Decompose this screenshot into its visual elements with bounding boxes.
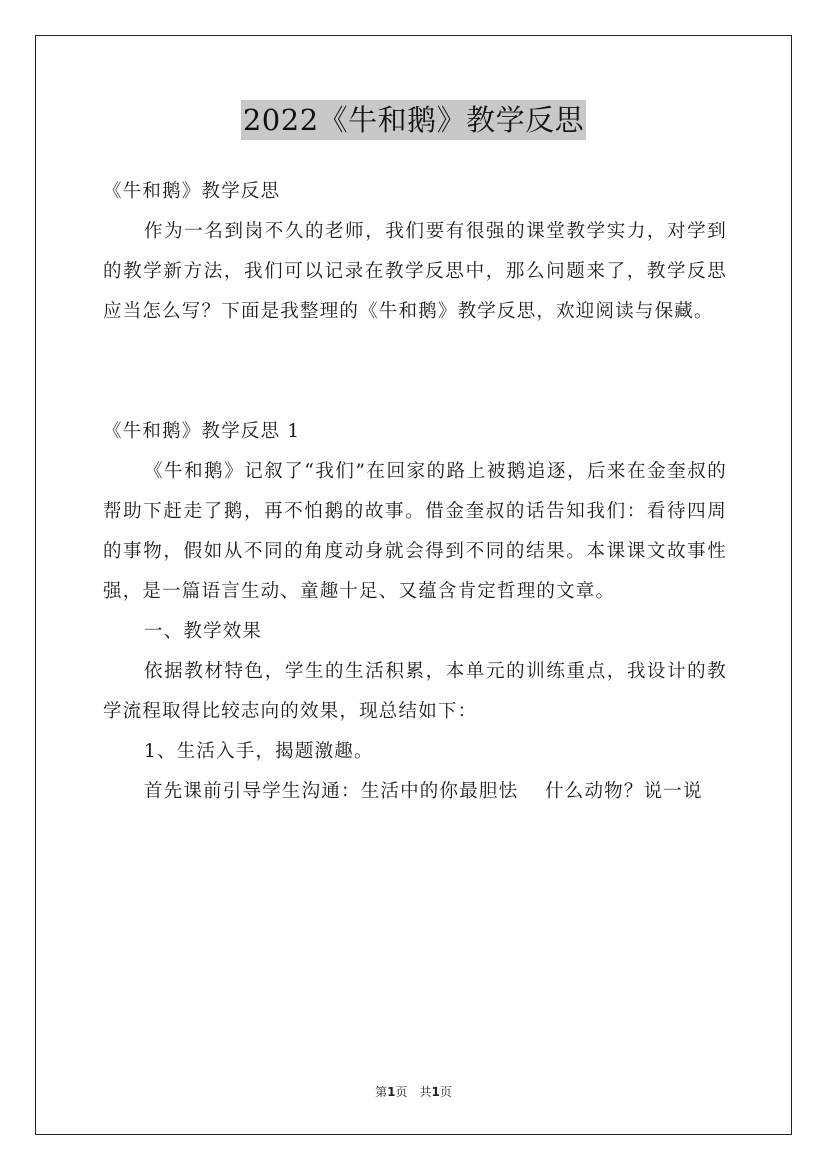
document-title: 2022《牛和鹅》教学反思: [241, 100, 586, 140]
intro-paragraph: 作为一名到岗不久的老师，我们要有很强的课堂教学实力，对学到的教学新方法，我们可以记录在教学反思中，那么问题来了，教学反思应当怎么写？下面是我整理的《牛和鹅》教学反思，欢迎阅读与保藏。: [103, 221, 727, 322]
footer-prefix: 第: [375, 1085, 388, 1099]
section-title: 《牛和鹅》教学反思 1: [103, 421, 301, 442]
list-item-1: 1、生活入手，揭题激趣。: [144, 741, 374, 762]
heading-teaching-effect: 一、教学效果: [144, 621, 263, 642]
footer-suffix: 页: [439, 1085, 452, 1099]
footer-mid: 页 共: [395, 1085, 432, 1099]
footer-page-total: 1: [431, 1085, 440, 1099]
subheading: 《牛和鹅》教学反思: [103, 181, 281, 202]
paragraph-1: 《牛和鹅》记叙了“我们”在回家的路上被鹅追逐，后来在金奎叔的帮助下赶走了鹅，再不怕鹅的故事。借金奎叔的话告知我们：看待四周的事物，假如从不同的角度动身就会得到不同的结果。本课课文故事性强，是一篇语言生动、童趣十足、又蕴含肯定哲理的文章。: [103, 461, 727, 602]
page-footer: [0, 1083, 827, 1100]
spacer: [103, 332, 727, 412]
title-wrapper: [0, 100, 827, 140]
document-body: [103, 172, 727, 812]
paragraph-2: 依据教材特色，学生的生活积累，本单元的训练重点，我设计的教学流程取得比较志向的效果，现总结如下：: [103, 661, 727, 722]
footer-page-number: 1: [387, 1085, 396, 1099]
paragraph-3: 首先课前引导学生沟通：生活中的你最胆怯 什么动物？说一说: [144, 781, 703, 802]
